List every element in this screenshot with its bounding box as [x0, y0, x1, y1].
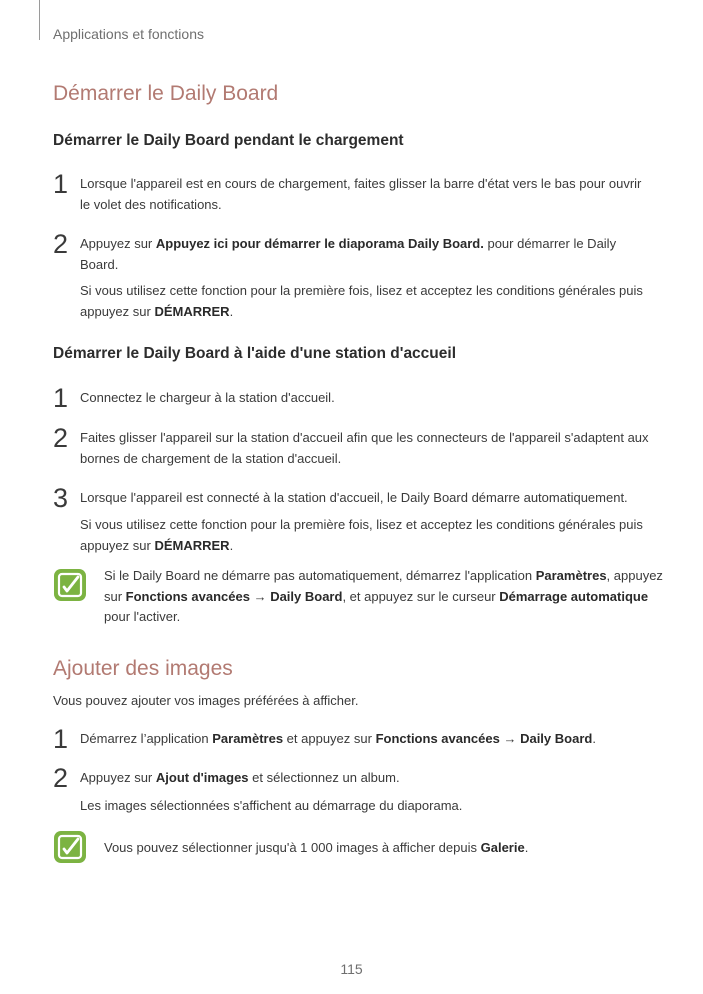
- section-title-ajouter-images: Ajouter des images: [53, 657, 233, 680]
- step-text: Lorsque l'appareil est connecté à la station d'accueil, le Daily Board démarre automatiquement.: [80, 490, 628, 505]
- note-pencil-icon: [54, 831, 86, 863]
- note-pencil-icon: [54, 569, 86, 601]
- step-text: Appuyez sur Ajout d'images et sélectionnez un album.: [80, 770, 400, 785]
- subsection-title-station: Démarrer le Daily Board à l'aide d'une station d'accueil: [53, 345, 456, 362]
- note-text: Vous pouvez sélectionner jusqu'à 1 000 images à afficher depuis Galerie.: [104, 840, 529, 855]
- step-text: Appuyez sur Appuyez ici pour démarrer le diaporama Daily Board. pour démarrer le Daily Board.: [80, 236, 617, 272]
- step-text: Démarrez l’application Paramètres et appuyez sur Fonctions avancées → Daily Board.: [80, 731, 596, 746]
- page-header: Applications et fonctions: [53, 26, 204, 42]
- step-number: 1: [53, 169, 69, 199]
- step-number: 3: [53, 483, 69, 513]
- header-divider: [39, 0, 40, 40]
- step-number: 1: [53, 724, 69, 754]
- step-extra-text: Si vous utilisez cette fonction pour la première fois, lisez et acceptez les conditions générales puis appuyez sur DÉMARRER.: [80, 517, 643, 553]
- step-number: 2: [53, 763, 69, 793]
- section-intro: Vous pouvez ajouter vos images préférées à afficher.: [53, 693, 359, 708]
- step-text: Faites glisser l'appareil sur la station d'accueil afin que les connecteurs de l'appareil s'adaptent aux bornes de chargement de la station d'accueil.: [80, 430, 649, 466]
- section-title-demarrer: Démarrer le Daily Board: [53, 82, 279, 105]
- step-extra-text: Si vous utilisez cette fonction pour la première fois, lisez et acceptez les conditions générales puis appuyez sur DÉMARRER.: [80, 283, 643, 319]
- page-number: 115: [340, 961, 363, 977]
- step-number: 2: [53, 229, 69, 259]
- subsection-title-chargement: Démarrer le Daily Board pendant le chargement: [53, 132, 404, 149]
- step-text: Connectez le chargeur à la station d'accueil.: [80, 390, 335, 405]
- step-extra-text: Les images sélectionnées s'affichent au démarrage du diaporama.: [80, 798, 463, 813]
- step-number: 2: [53, 423, 69, 453]
- note-text: Si le Daily Board ne démarre pas automatiquement, démarrez l'application Paramètres, appuyez sur Fonctions avancées → Daily Board, et appuyez sur le curseur Démarrage automatique pour l'activer.: [104, 568, 663, 624]
- step-number: 1: [53, 383, 69, 413]
- step-text: Lorsque l'appareil est en cours de chargement, faites glisser la barre d'état vers le bas pour ouvrir le volet des notifications.: [80, 176, 642, 212]
